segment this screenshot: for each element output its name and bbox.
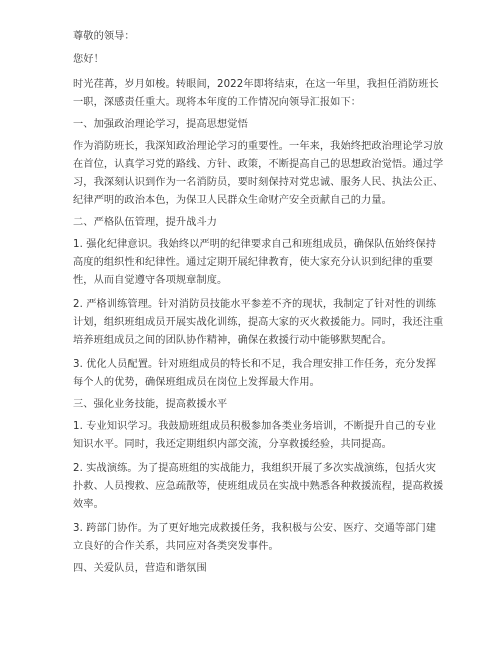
section-heading-4: 四、关爱队员，营造和谐氛围 bbox=[73, 563, 207, 574]
section-heading-1: 一、加强政治理论学习，提高思想觉悟 bbox=[73, 119, 248, 130]
intro-paragraph: 时光荏苒，岁月如梭。转眼间，2022年即将结束，在这一年里，我担任消防班长一职，深感责任重大。现将本年度的工作情况向领导汇报如下： bbox=[73, 79, 439, 108]
section-2-paragraph-2: 2. 严格训练管理。针对消防员技能水平参差不齐的现状，我制定了针对性的训练计划，组织班组成员开展实战化训练，提高大家的灭火救援能力。同时，我还注重培养班组成员之间的团队协作精神，确保在救援行动中能够默契配合。 bbox=[73, 299, 444, 346]
salutation: 尊敬的领导： bbox=[73, 31, 135, 42]
section-2-paragraph-1: 1. 强化纪律意识。我始终以严明的纪律要求自己和班组成员，确保队伍始终保持高度的组织性和纪律性。通过定期开展纪律教育，使大家充分认识到纪律的重要性，从而自觉遵守各项规章制度。 bbox=[73, 239, 437, 286]
greeting: 您好！ bbox=[73, 54, 104, 65]
section-heading-3: 三、强化业务技能，提高救援水平 bbox=[73, 399, 228, 410]
section-1-paragraph-1: 作为消防班长，我深知政治理论学习的重要性。一年来，我始终把政治理论学习放在首位，认真学习党的路线、方针、政策，不断提高自己的思想政治觉悟。通过学习，我深刻认识到作为一名消防员，要时刻保持对党忠诚、服务人民、执法公正、纪律严明的政治本色，为保卫人民群众生命财产安全贡献自己的力量。 bbox=[73, 141, 444, 206]
section-3-paragraph-3: 3. 跨部门协作。为了更好地完成救援任务，我积极与公安、医疗、交通等部门建立良好的合作关系，共同应对各类突发事件。 bbox=[73, 523, 437, 552]
section-heading-2: 二、严格队伍管理，提升战斗力 bbox=[73, 217, 218, 228]
section-3-paragraph-2: 2. 实战演练。为了提高班组的实战能力，我组织开展了多次实战演练，包括火灾扑救、人员搜救、应急疏散等，使班组成员在实战中熟悉各种救援流程，提高救援效率。 bbox=[73, 463, 444, 510]
section-2-paragraph-3: 3. 优化人员配置。针对班组成员的特长和不足，我合理安排工作任务，充分发挥每个人的优势，确保班组成员在岗位上发挥最大作用。 bbox=[73, 359, 437, 388]
section-3-paragraph-1: 1. 专业知识学习。我鼓励班组成员积极参加各类业务培训，不断提升自己的专业知识水平。同时，我还定期组织内部交流，分享救援经验，共同提高。 bbox=[73, 421, 437, 450]
